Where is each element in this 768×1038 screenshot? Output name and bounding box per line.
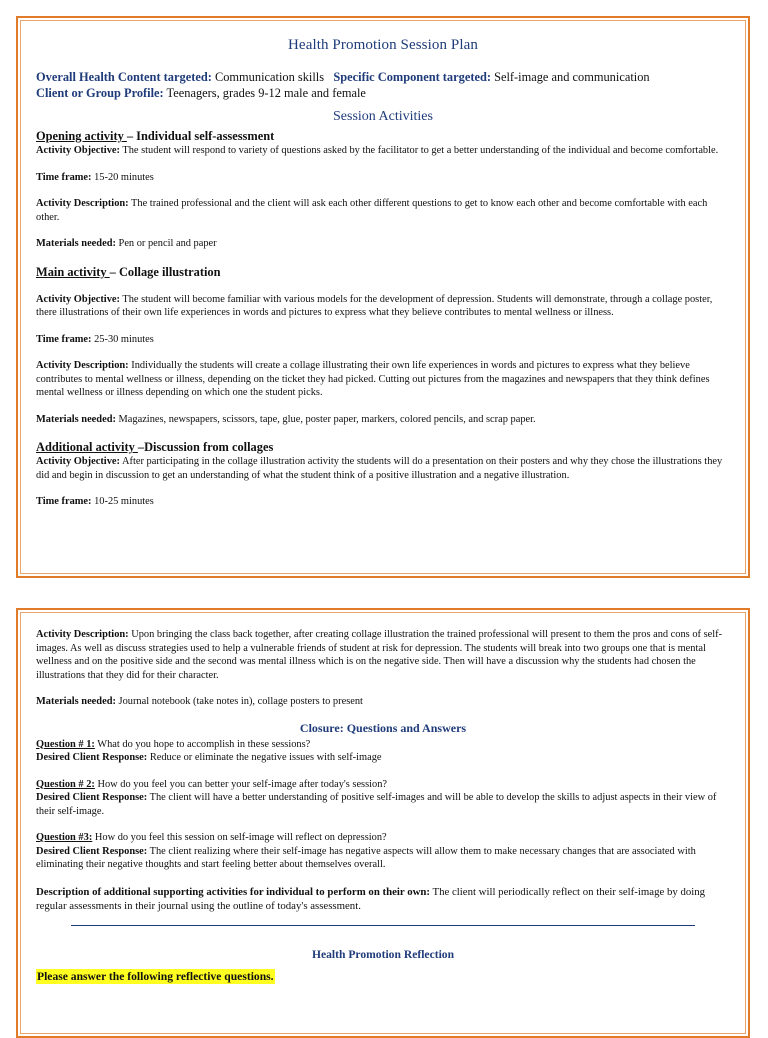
question-2: [36, 778, 730, 792]
main-objective: [36, 293, 730, 320]
opening-objective: [36, 144, 730, 158]
additional-time-frame: [36, 495, 730, 509]
objective-label: Activity Objective:: [36, 456, 120, 467]
time-label: Time frame:: [36, 333, 92, 345]
objective-label: Activity Objective:: [36, 293, 120, 305]
supporting-text: The client will periodically reflect on their self-image by doing regular assessments in their journal using the outline of today's assessment.: [36, 885, 706, 912]
additional-objective: [36, 455, 730, 482]
time-text: 15-20 minutes: [91, 171, 154, 183]
materials-text: Magazines, newspapers, scissors, tape, glue, poster paper, markers, colored pencils, and scrap paper.: [115, 413, 536, 425]
time-text: 10-25 minutes: [91, 496, 154, 507]
time-text: 25-30 minutes: [91, 333, 154, 345]
materials-text: Pen or pencil and paper: [115, 238, 217, 249]
question-label: Question #3:: [36, 832, 93, 843]
objective-text: The student will become familiar with various models for the development of depression. Students will demonstrate, through a collage poster, there illustrations of their own life experiences in words and pictures to express what they believe contributes to mental wellness or illness.: [36, 293, 713, 318]
response-text: The client will have a better understanding of positive self-images and will be able to develop the skills to adjust aspects in their view of their self-image.: [36, 792, 717, 817]
main-description: [36, 359, 730, 400]
reflection-prompt-line: [36, 967, 730, 985]
description-text: Upon bringing the class back together, after creating collage illustration the trained professional will present to them the pros and cons of self-images. As well as discuss strategies used to help a vulnerable friends of student at risk for depression. The students will break into two groups one that is mental wellness and on the positive side and the second was mental illness which is on the negative side. Then will have a discussion why the students had chosen the illustrations that they did for their character.: [36, 629, 723, 681]
objective-label: Activity Objective:: [36, 145, 120, 156]
opening-activity-subtitle: – Individual self-assessment: [126, 129, 275, 143]
description-text: Individually the students will create a collage illustrating their own life experiences in words and pictures to express what they believe contributes to mental wellness or illness, depending on the ticket they had picked. Cutting out pictures from the magazines and newspapers that they think defines mental wellness or illness depending on which one the student picks.: [36, 360, 710, 398]
materials-text: Journal notebook (take notes in), collage posters to present: [115, 696, 363, 707]
discussion-materials: [36, 695, 730, 709]
response-3: [36, 845, 730, 872]
main-time-frame: [36, 333, 730, 347]
health-content-line: [36, 69, 730, 85]
description-label: Activity Description:: [36, 198, 129, 209]
time-label: Time frame:: [36, 496, 92, 507]
client-value: Teenagers, grades 9-12 male and female: [163, 86, 366, 100]
description-text: The trained professional and the client will ask each other different questions to get to know each other and become comfortable with each other.: [36, 198, 708, 223]
question-text: How do you feel you can better your self-image after today's session?: [94, 778, 388, 790]
section-divider: [71, 925, 695, 926]
client-profile-line: [36, 85, 730, 101]
closure-heading: Closure: Questions and Answers: [299, 720, 467, 735]
response-2: [36, 791, 730, 818]
time-label: Time frame:: [36, 171, 92, 183]
overall-label: Overall Health Content targeted:: [36, 70, 212, 84]
materials-label: Materials needed:: [36, 696, 116, 707]
specific-label: Specific Component targeted:: [333, 70, 491, 84]
description-label: Activity Description:: [36, 360, 129, 371]
main-activity-subtitle: – Collage illustration: [109, 264, 221, 279]
opening-materials: [36, 237, 730, 251]
client-label: Client or Group Profile:: [36, 86, 164, 100]
objective-text: After participating in the collage illustration activity the students will do a presentation on their posters and why they chose the illustrations they did and begin in discussion to get an understanding of what the student think of a positive illustration and a negative illustration.: [36, 456, 723, 481]
response-label: Desired Client Response:: [36, 752, 148, 763]
reflection-prompt: Please answer the following reflective questions.: [37, 969, 274, 983]
supporting-label: Description of additional supporting activities for individual to perform on their own:: [36, 885, 431, 898]
question-text: How do you feel this session on self-image will reflect on depression?: [92, 832, 387, 843]
main-activity-title: Main activity: [36, 264, 110, 279]
question-3: [36, 831, 730, 845]
response-label: Desired Client Response:: [36, 792, 148, 803]
question-label: Question # 2:: [36, 778, 95, 790]
reflection-heading: Health Promotion Reflection: [311, 947, 455, 961]
session-activities-heading: Session Activities: [333, 109, 433, 124]
document-title: Health Promotion Session Plan: [288, 37, 478, 53]
page-one: [16, 16, 750, 578]
opening-activity-title: Opening activity: [36, 129, 127, 143]
materials-label: Materials needed:: [36, 413, 116, 425]
description-label: Activity Description:: [36, 629, 129, 640]
opening-activity-heading: [36, 128, 730, 144]
additional-activity-heading: [36, 439, 730, 455]
materials-label: Materials needed:: [36, 238, 116, 249]
page-two: [16, 608, 750, 1038]
response-1: [36, 751, 730, 765]
objective-text: The student will respond to variety of questions asked by the facilitator to get a better understanding of the individual and become comfortable.: [119, 145, 719, 156]
additional-activity-title: Additional activity: [36, 440, 138, 454]
response-text: The client realizing where their self-image has negative aspects will allow them to make necessary changes that are associated with eliminating their negative thoughts and start feeling better about themselves overall.: [36, 845, 696, 870]
main-activity-heading: [36, 264, 730, 280]
opening-description: [36, 197, 730, 224]
supporting-activities: [36, 885, 730, 913]
main-materials: [36, 413, 730, 427]
opening-time-frame: [36, 171, 730, 185]
discussion-description: [36, 628, 730, 682]
specific-value: Self-image and communication: [490, 70, 650, 84]
question-text: What do you hope to accomplish in these sessions?: [94, 738, 311, 750]
question-1: [36, 738, 730, 752]
question-label: Question # 1:: [36, 738, 95, 750]
response-label: Desired Client Response:: [36, 845, 148, 857]
overall-value: Communication skills: [211, 70, 325, 84]
response-text: Reduce or eliminate the negative issues with self-image: [147, 752, 382, 763]
additional-activity-subtitle: –Discussion from collages: [137, 440, 274, 454]
